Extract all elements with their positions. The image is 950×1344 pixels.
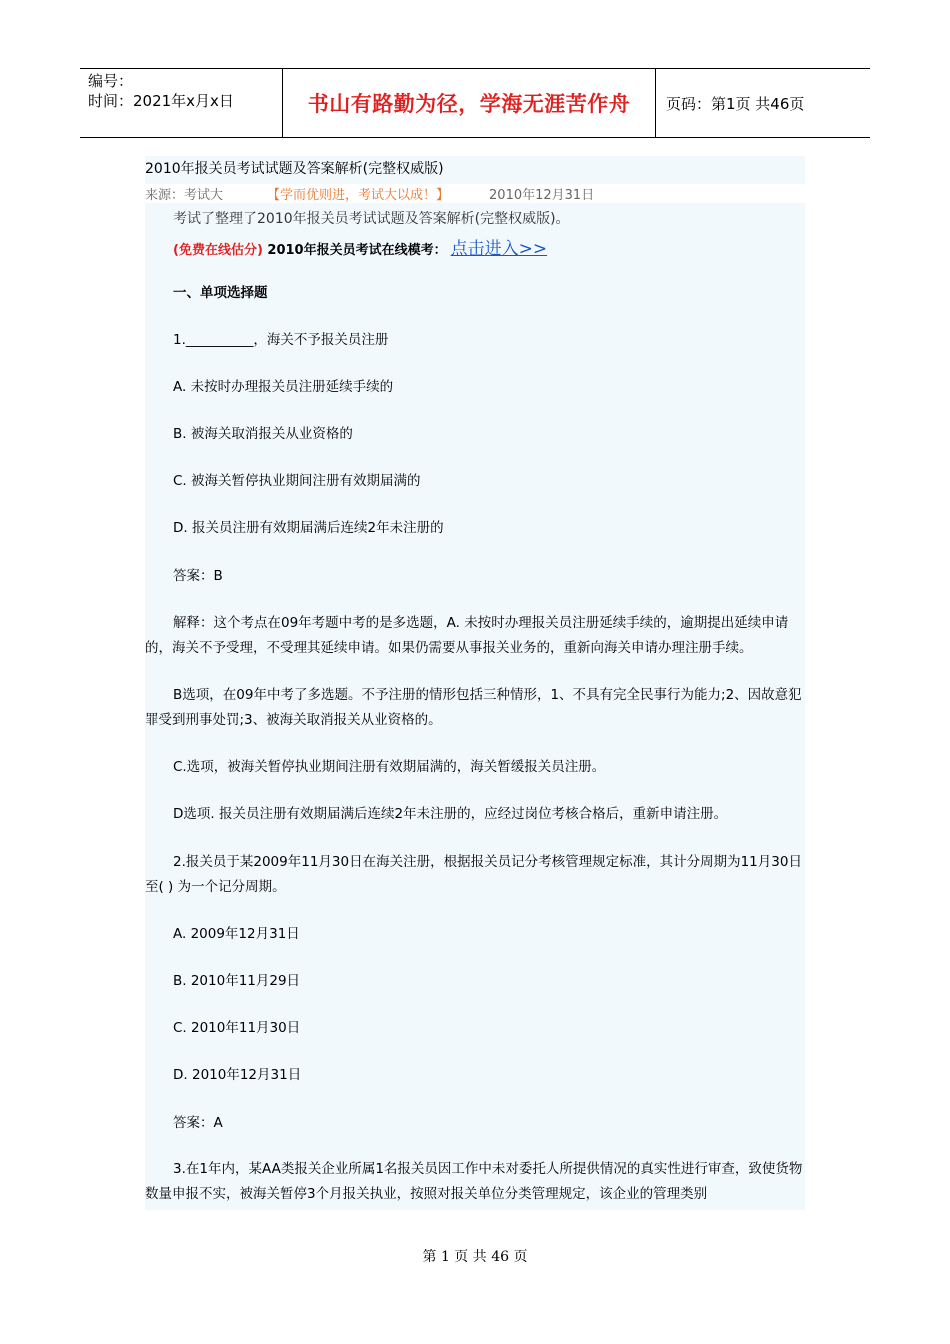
slogan-link[interactable]: 【学而优则进，考试大以成！】 xyxy=(267,188,450,203)
q1-explanation-c: C.选项，被海关暂停执业期间注册有效期届满的，海关暂缓报关员注册。 xyxy=(173,759,606,775)
page-info: 页码：第1页 共46页 xyxy=(666,94,805,113)
article-title: 2010年报关员考试试题及答案解析(完整权威版) xyxy=(145,161,444,177)
time-label: 时间：2021年x月x日 xyxy=(88,92,234,110)
mock-exam-text: 2010年报关员考试在线模考： xyxy=(267,243,447,258)
mock-exam-line xyxy=(173,234,547,259)
header-meta xyxy=(80,69,283,137)
header-motto-cell xyxy=(283,69,656,137)
q2-answer: 答案：A xyxy=(173,1115,223,1131)
q1-explanation-b: B选项，在09年中考了多选题。不予注册的情形包括三种情形，1、不具有完全民事行为能力;2、因故意犯罪受到刑事处罚;3、被海关取消报关从业资格的。 xyxy=(145,687,802,728)
page-footer: 第 1 页 共 46 页 xyxy=(422,1249,528,1265)
section-heading: 一、单项选择题 xyxy=(173,285,268,301)
header-table xyxy=(80,68,870,138)
q1-option-d: D. 报关员注册有效期届满后连续2年未注册的 xyxy=(173,520,444,536)
q2-option-c: C. 2010年11月30日 xyxy=(173,1020,301,1036)
q1-explanation-a: 解释：这个考点在09年考题中考的是多选题，A. 未按时办理报关员注册延续手续的，逾期提出延续申请的，海关不予受理，不受理其延续申请。如果仍需要从事报关业务的，重新向海关申请办理注册手续。 xyxy=(145,615,789,656)
q2-stem: 2.报关员于某2009年11月30日在海关注册，根据报关员记分考核管理规定标准，其计分周期为11月30日至( ) 为一个记分周期。 xyxy=(145,854,802,895)
q1-answer: 答案：B xyxy=(173,568,223,584)
q1-option-a: A. 未按时办理报关员注册延续手续的 xyxy=(173,379,394,395)
source-line xyxy=(145,184,805,203)
q1-explanation-d: D选项. 报关员注册有效期届满后连续2年未注册的，应经过岗位考核合格后，重新申请注册。 xyxy=(173,806,728,822)
q2-option-d: D. 2010年12月31日 xyxy=(173,1067,302,1083)
q1-stem: 1.__________，海关不予报关员注册 xyxy=(173,332,389,348)
q1-option-b: B. 被海关取消报关从业资格的 xyxy=(173,426,353,442)
q3-stem: 3.在1年内，某AA类报关企业所属1名报关员因工作中未对委托人所提供情况的真实性进行审查，致使货物数量申报不实，被海关暂停3个月报关执业，按照对报关单位分类管理规定，该企业的管理类别 xyxy=(145,1161,803,1202)
motto: 书山有路勤为径，学海无涯苦作舟 xyxy=(307,92,631,116)
q2-option-a: A. 2009年12月31日 xyxy=(173,926,300,942)
click-enter-link[interactable]: 点击进入>> xyxy=(450,239,548,259)
publish-date: 2010年12月31日 xyxy=(489,188,595,203)
article-body xyxy=(145,156,805,1210)
source: 来源：考试大 xyxy=(145,188,224,203)
intro-text: 考试了整理了2010年报关员考试试题及答案解析(完整权威版)。 xyxy=(173,211,570,227)
q2-option-b: B. 2010年11月29日 xyxy=(173,973,301,989)
number-label: 编号： xyxy=(88,72,134,90)
q1-option-c: C. 被海关暂停执业期间注册有效期届满的 xyxy=(173,473,421,489)
free-estimate-link[interactable]: (免费在线估分) xyxy=(173,243,263,258)
